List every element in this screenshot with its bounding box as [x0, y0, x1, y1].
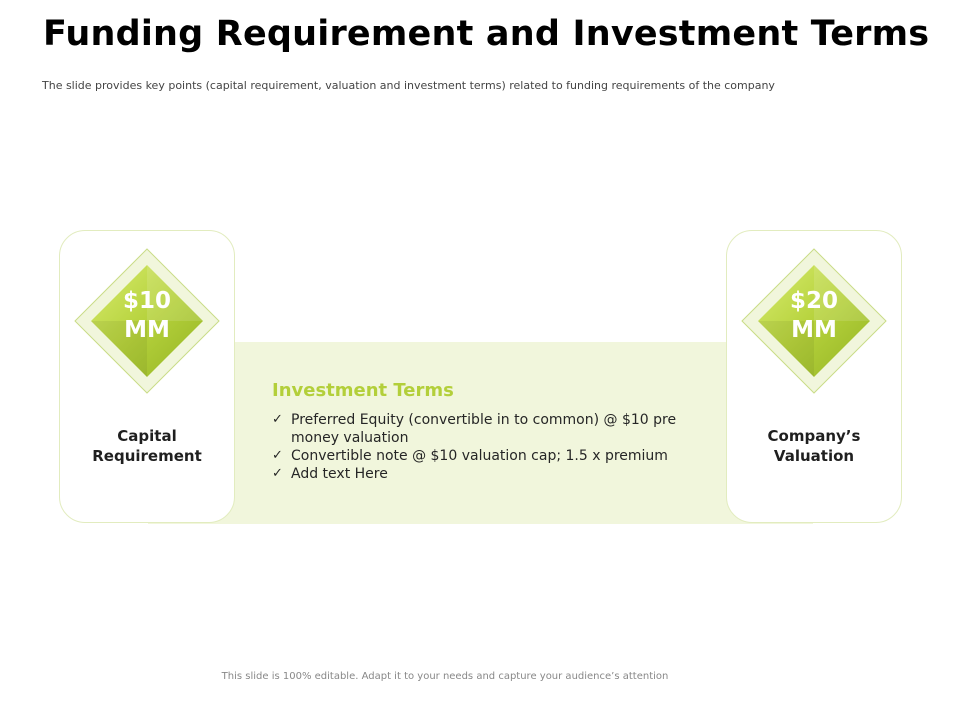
capital-label-line1: Capital: [117, 427, 177, 445]
list-item: [272, 447, 712, 465]
company-valuation-label: [727, 426, 901, 466]
investment-terms-list: [272, 411, 712, 483]
check-icon: ✓: [272, 466, 283, 481]
list-item-text: Add text Here: [291, 466, 388, 482]
page-title: Funding Requirement and Investment Terms: [43, 14, 930, 54]
check-icon: ✓: [272, 448, 283, 463]
check-icon: ✓: [272, 412, 283, 427]
list-item: [272, 411, 712, 447]
valuation-diamond-badge: [740, 247, 888, 395]
slide-footer-note: This slide is 100% editable. Adapt it to your needs and capture your audience’s attention: [221, 671, 669, 682]
list-item: [272, 465, 712, 483]
capital-requirement-label: [60, 426, 234, 466]
list-item-text: Convertible note @ $10 valuation cap; 1.5 x premium: [291, 448, 668, 464]
valuation-label-line2: Valuation: [773, 447, 855, 465]
capital-requirement-card: [59, 230, 235, 523]
list-item-text: Preferred Equity (convertible in to common) @ $10 pre money valuation: [291, 412, 677, 446]
capital-label-line2: Requirement: [92, 447, 202, 465]
capital-amount-value: $10: [122, 288, 171, 314]
valuation-amount-value: $20: [789, 288, 838, 314]
investment-terms: [272, 380, 712, 483]
valuation-amount-unit: MM: [791, 317, 837, 343]
investment-terms-heading: Investment Terms: [272, 380, 454, 401]
company-valuation-card: [726, 230, 902, 523]
page-subtitle: The slide provides key points (capital requirement, valuation and investment terms) related to funding requirements of the company: [42, 79, 775, 92]
valuation-amount: [740, 287, 888, 345]
valuation-label-line1: Company’s: [767, 427, 861, 445]
capital-amount: [73, 287, 221, 345]
capital-amount-unit: MM: [124, 317, 170, 343]
capital-diamond-badge: [73, 247, 221, 395]
